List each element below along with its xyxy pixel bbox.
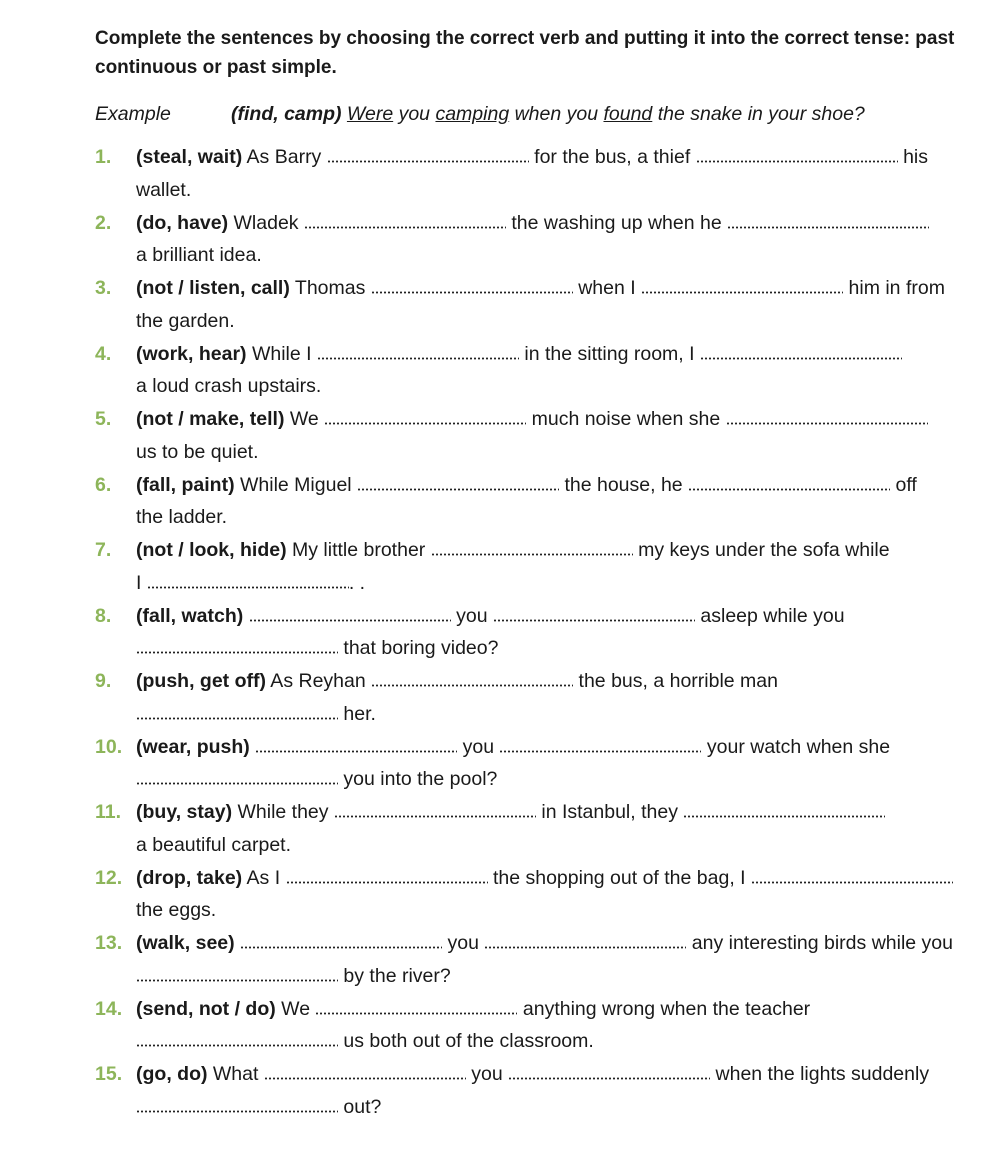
item-line bbox=[136, 403, 928, 436]
item-verbs: (drop, take) bbox=[136, 866, 243, 889]
item-line bbox=[136, 534, 890, 567]
item-line bbox=[136, 239, 262, 272]
item-text: off bbox=[890, 473, 917, 496]
item-number: 8. bbox=[95, 604, 112, 627]
answer-blank[interactable] bbox=[700, 348, 902, 360]
item-verbs: (not / look, hide) bbox=[136, 539, 287, 561]
item-verbs: (buy, stay) bbox=[136, 801, 233, 823]
exercise-item bbox=[0, 141, 1000, 207]
item-text: us both out of the classroom. bbox=[338, 1030, 594, 1052]
exercise-item bbox=[0, 534, 1000, 600]
answer-blank[interactable] bbox=[727, 217, 929, 229]
answer-blank[interactable] bbox=[304, 217, 506, 229]
item-text: any interesting birds while you bbox=[686, 932, 953, 954]
answer-blank[interactable] bbox=[371, 282, 573, 294]
item-verbs: (do, have) bbox=[136, 211, 229, 234]
exercise-item bbox=[0, 927, 1000, 993]
item-line bbox=[136, 862, 953, 895]
item-line bbox=[136, 698, 376, 731]
answer-blank[interactable] bbox=[357, 479, 559, 491]
item-text: While they bbox=[232, 801, 334, 823]
exercise-item bbox=[0, 796, 1000, 862]
item-line bbox=[136, 305, 235, 338]
example-label: Example bbox=[95, 103, 171, 125]
item-text: her. bbox=[338, 702, 376, 725]
item-number: 13. bbox=[95, 932, 123, 954]
item-text: the ladder. bbox=[136, 506, 228, 528]
answer-blank[interactable] bbox=[136, 773, 338, 785]
item-text: you bbox=[457, 735, 500, 758]
item-verbs: (not / make, tell) bbox=[136, 408, 285, 430]
item-text: you bbox=[442, 932, 485, 954]
item-text: by the river? bbox=[338, 964, 451, 987]
answer-blank[interactable] bbox=[264, 1068, 466, 1080]
item-verbs: (not / listen, call) bbox=[136, 277, 290, 299]
item-verbs: (send, not / do) bbox=[136, 997, 276, 1020]
example-answer-were: Were bbox=[346, 103, 394, 125]
answer-blank[interactable] bbox=[726, 413, 928, 425]
item-text: asleep while you bbox=[694, 604, 845, 627]
exercise-item bbox=[0, 403, 1000, 469]
item-number: 15. bbox=[95, 1063, 123, 1085]
item-text: you bbox=[450, 604, 493, 627]
answer-blank[interactable] bbox=[240, 937, 442, 949]
item-text: much noise when she bbox=[526, 408, 726, 430]
item-text: While Miguel bbox=[234, 473, 358, 496]
answer-blank[interactable] bbox=[324, 413, 526, 425]
answer-blank[interactable] bbox=[641, 282, 843, 294]
item-line bbox=[136, 338, 902, 371]
item-text: the bus, a horrible man bbox=[573, 670, 778, 692]
answer-blank[interactable] bbox=[431, 544, 633, 556]
exercise-item bbox=[0, 338, 1000, 404]
answer-blank[interactable] bbox=[286, 872, 488, 884]
answer-blank[interactable] bbox=[683, 806, 885, 818]
instructions: Complete the sentences by choosing the correct verb and putting it into the correct tense: past continuous or past simple. bbox=[95, 28, 955, 78]
item-text: anything wrong when the teacher bbox=[517, 997, 811, 1020]
example-verbs: (find, camp) bbox=[231, 103, 342, 125]
item-line bbox=[136, 927, 953, 960]
item-text: What bbox=[207, 1063, 264, 1085]
item-text: Wladek bbox=[228, 211, 304, 234]
answer-blank[interactable] bbox=[136, 708, 338, 720]
item-text: the washing up when he bbox=[505, 211, 728, 234]
exercise-item bbox=[0, 600, 1000, 666]
item-text: his bbox=[897, 146, 929, 168]
answer-blank[interactable] bbox=[147, 577, 349, 589]
item-text: you bbox=[465, 1063, 509, 1085]
item-line bbox=[136, 469, 917, 502]
answer-blank[interactable] bbox=[484, 937, 686, 949]
item-line bbox=[136, 665, 778, 698]
item-number: 12. bbox=[95, 866, 123, 889]
answer-blank[interactable] bbox=[327, 151, 529, 163]
exercise-item bbox=[0, 1058, 1000, 1124]
item-text: a loud crash upstairs. bbox=[136, 375, 322, 397]
example-text: when you bbox=[509, 103, 604, 125]
exercise-item bbox=[0, 993, 1000, 1059]
answer-blank[interactable] bbox=[255, 741, 457, 753]
item-line bbox=[136, 894, 216, 927]
item-verbs: (fall, watch) bbox=[136, 604, 244, 627]
item-text: him in from bbox=[843, 277, 945, 299]
item-text: the shopping out of the bag, I bbox=[487, 866, 751, 889]
item-text: . . bbox=[348, 571, 366, 594]
exercise-item bbox=[0, 731, 1000, 797]
answer-blank[interactable] bbox=[688, 479, 890, 491]
answer-blank[interactable] bbox=[136, 1101, 338, 1113]
item-text: We bbox=[284, 408, 325, 430]
item-verbs: (go, do) bbox=[136, 1063, 208, 1085]
item-line bbox=[136, 567, 365, 600]
item-line bbox=[136, 829, 291, 862]
answer-blank[interactable] bbox=[317, 348, 519, 360]
item-text: Thomas bbox=[289, 277, 371, 299]
item-number: 7. bbox=[95, 539, 112, 561]
item-text: As Barry bbox=[242, 146, 327, 168]
item-number: 4. bbox=[95, 342, 112, 365]
item-verbs: (fall, paint) bbox=[136, 473, 235, 496]
answer-blank[interactable] bbox=[696, 151, 898, 163]
item-verbs: (steal, wait) bbox=[136, 146, 243, 168]
item-line bbox=[136, 174, 191, 207]
item-line bbox=[136, 600, 845, 633]
item-line bbox=[136, 370, 321, 403]
answer-blank[interactable] bbox=[136, 970, 338, 982]
item-number: 3. bbox=[95, 277, 112, 299]
item-text: a beautiful carpet. bbox=[136, 833, 292, 856]
example-text: the snake in your shoe? bbox=[652, 103, 865, 125]
item-text: my keys under the sofa while bbox=[632, 539, 890, 561]
item-text: I bbox=[136, 571, 147, 594]
item-text: us to be quiet. bbox=[136, 440, 259, 463]
item-number: 6. bbox=[95, 473, 112, 496]
item-number: 14. bbox=[95, 997, 123, 1020]
exercise-item bbox=[0, 272, 1000, 338]
item-line bbox=[136, 632, 498, 665]
item-text: for the bus, a thief bbox=[528, 146, 696, 168]
example-answer-found: found bbox=[603, 103, 653, 125]
item-line bbox=[136, 1091, 381, 1124]
answer-blank[interactable] bbox=[136, 1035, 338, 1047]
item-text: that boring video? bbox=[338, 637, 499, 659]
item-text: when I bbox=[572, 277, 642, 299]
exercise-item bbox=[0, 469, 1000, 535]
example-answer-camping: camping bbox=[435, 103, 510, 125]
item-line bbox=[136, 141, 928, 174]
item-text: As Reyhan bbox=[265, 670, 372, 692]
item-number: 5. bbox=[95, 408, 112, 430]
item-text: your watch when she bbox=[701, 735, 891, 758]
item-text: wallet. bbox=[136, 178, 192, 201]
item-text: in the sitting room, I bbox=[518, 342, 700, 365]
answer-blank[interactable] bbox=[136, 642, 338, 654]
item-verbs: (walk, see) bbox=[136, 932, 235, 954]
item-line bbox=[136, 1058, 929, 1091]
item-text: out? bbox=[338, 1095, 382, 1118]
example-text: you bbox=[393, 103, 436, 125]
item-line bbox=[136, 731, 890, 764]
answer-blank[interactable] bbox=[499, 741, 701, 753]
item-text: As I bbox=[242, 866, 286, 889]
item-line bbox=[136, 993, 810, 1026]
item-line bbox=[136, 436, 259, 469]
item-line bbox=[136, 796, 885, 829]
item-text: when the lights suddenly bbox=[710, 1063, 930, 1085]
item-text: We bbox=[275, 997, 316, 1020]
item-line bbox=[136, 1025, 594, 1058]
item-number: 10. bbox=[95, 735, 123, 758]
exercise-item bbox=[0, 862, 1000, 928]
item-line bbox=[136, 960, 451, 993]
item-text: you into the pool? bbox=[338, 768, 498, 790]
item-text: While I bbox=[246, 342, 317, 365]
item-line bbox=[136, 763, 497, 796]
example-sentence bbox=[95, 100, 985, 129]
answer-blank[interactable] bbox=[334, 806, 536, 818]
item-number: 11. bbox=[95, 801, 122, 823]
item-number: 2. bbox=[95, 211, 112, 234]
answer-blank[interactable] bbox=[315, 1003, 517, 1015]
answer-blank[interactable] bbox=[371, 675, 573, 687]
item-text: My little brother bbox=[286, 539, 431, 561]
answer-blank[interactable] bbox=[508, 1068, 710, 1080]
item-number: 1. bbox=[95, 146, 112, 168]
exercise-item bbox=[0, 207, 1000, 273]
exercise-list bbox=[0, 141, 1000, 1124]
item-verbs: (push, get off) bbox=[136, 670, 266, 692]
item-verbs: (wear, push) bbox=[136, 735, 250, 758]
item-text: a brilliant idea. bbox=[136, 244, 262, 266]
answer-blank[interactable] bbox=[751, 872, 953, 884]
answer-blank[interactable] bbox=[493, 610, 695, 622]
exercise-item bbox=[0, 665, 1000, 731]
item-line bbox=[136, 207, 929, 240]
item-line bbox=[136, 501, 227, 534]
item-text: the garden. bbox=[136, 309, 235, 332]
item-verbs: (work, hear) bbox=[136, 342, 247, 365]
item-text: in Istanbul, they bbox=[535, 801, 684, 823]
item-text: the house, he bbox=[559, 473, 689, 496]
item-text: the eggs. bbox=[136, 899, 217, 921]
answer-blank[interactable] bbox=[249, 610, 451, 622]
item-number: 9. bbox=[95, 670, 112, 692]
item-line bbox=[136, 272, 945, 305]
